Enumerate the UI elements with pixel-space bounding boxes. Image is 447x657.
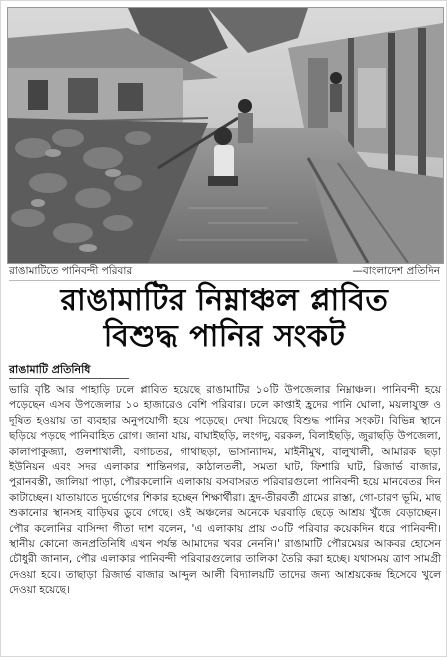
- article-body: ভারি বৃষ্টি আর পাহাড়ি ঢলে প্লাবিত হয়েছে রাঙামাটির ১০টি উপজেলার নিম্নাঞ্চল। পানিবন্দী হয়ে পড়েছেন এসব উপজেলার ১০ হাজারেও বেশি পরিবার। ঢলে কাপ্তাই হ্রদের পানি ঘোলা, ময়লাযুক্ত ও দূষিত হওয়ায় তা ব্যবহার অনুপযোগী হয়ে পড়েছে। দেখা দিয়েছে বিশুদ্ধ পানির সংকট। বিভিন্ন স্থানে ছড়িয়ে পড়ছে পানিবাহিত রোগ। জানা যায়, বাঘাইছড়ি, লংগদু, বরকল, বিলাইছড়ি, জুরাছড়ি উপজেলা, কালাপাকুজ্যা, গুলশাখালী, বগাচতর, গাথাছড়া, ভাসান্যাদম, মাইনীমুখ, বালুখালী, আমারক ছড়া ইউনিয়ন এবং সদর এলাকার শান্তিনগর, কাঠালতলী, সমতা ঘাট, ফিশারি ঘাট, রিজার্ভ বাজার, পুরানবস্তী, জালিয়া পাড়া, পৌরকলোনি এলাকায় বসবাসরত পরিবারগুলো পানিবন্দী হয়ে মানবেতর দিন কাটাচ্ছেন। যাতায়াতে দুর্ভোগের শিকার হচ্ছেন শিক্ষার্থীরা। হ্রদ-তীরবর্তী গ্রামের রাস্তা, গো-চারণ ভূমি, মাছ শুকানোর স্থানসহ বাড়িঘর ডুবে গেছে। ওই অঞ্চলের অনেকে ঘরবাড়ি ছেড়ে আশ্রয় খুঁজে বেড়াচ্ছেন। পৌর কলোনির বাসিন্দা গীতা দাশ বলেন, 'এ এলাকায় প্রায় ৩০টি পরিবার কয়েকদিন ধরে পানিবন্দী। স্থানীয় কোনো জনপ্রতিনিধি এখন পর্যন্ত আমাদের খবর নেননি।' রাঙামাটি পৌরমেয়র আকবর হোসেন চৌধুরী জানান, পৌর এলাকার পানিবন্দী পরিবারগুলোর তালিকা তৈরি করা হচ্ছে। যথাসময় ত্রাণ সামগ্রী দেওয়া হবে। তাছাড়া রিজার্ভ বাজার আব্দুল আলী বিদ্যালয়টি তাদের জন্য আশ্রয়কেন্দ্র হিসেবে খুলে দেওয়া হয়েছে।: [9, 384, 441, 597]
- byline: রাঙামাটি প্রতিনিধি: [9, 363, 91, 376]
- caption-credit: —বাংলাদেশ প্রতিদিন: [352, 264, 440, 277]
- byline-divider: [9, 378, 129, 379]
- headline-line-1: রাঙামাটির নিম্নাঞ্চল প্লাবিত: [60, 283, 389, 318]
- news-photo: [7, 7, 444, 264]
- photo-caption: [9, 264, 440, 281]
- headline-line-2: বিশুদ্ধ পানির সংকট: [103, 319, 346, 354]
- flooded-village-image: [8, 8, 443, 263]
- caption-left: রাঙামাটিতে পানিবন্দী পরিবার: [9, 264, 133, 277]
- headline: [5, 283, 444, 355]
